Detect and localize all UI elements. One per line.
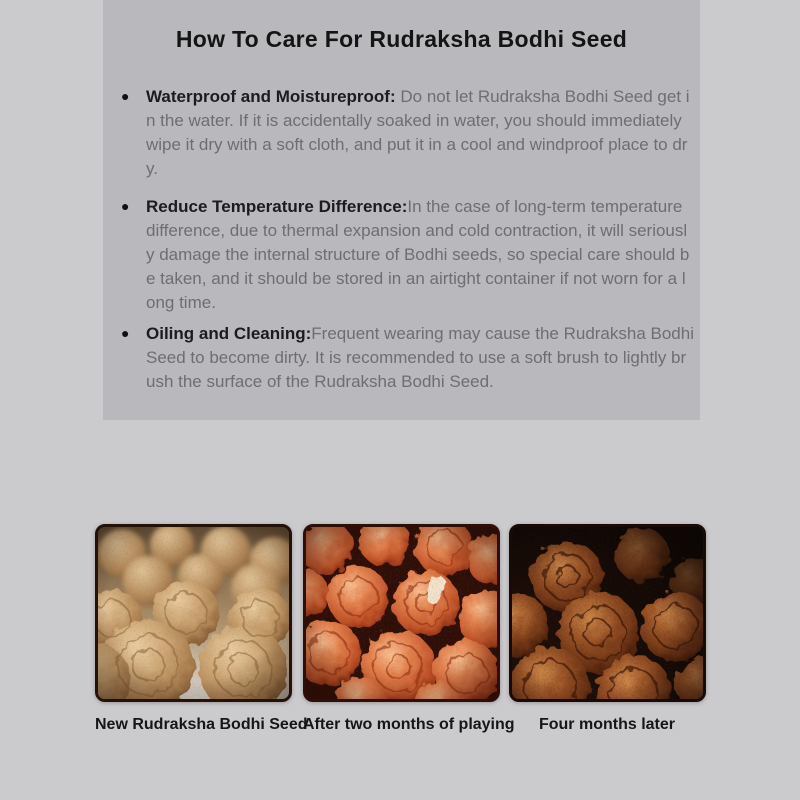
- bullet-icon: ●: [121, 325, 130, 341]
- care-instruction-text: Frequent wearing may cause the Rudraksha Bodhi Seed to become dirty. It is recommended to use a soft brush to lightly brush the surface of the Rudraksha Bodhi Seed.: [146, 324, 694, 391]
- bullet-icon: ●: [121, 88, 130, 104]
- care-instruction-label: Reduce Temperature Difference:: [146, 197, 408, 216]
- care-instruction-waterproof: [121, 85, 694, 181]
- care-instruction-cleaning: [121, 322, 694, 394]
- caption-new-seeds: New Rudraksha Bodhi Seed: [95, 716, 308, 733]
- page-title: How To Care For Rudraksha Bodhi Seed: [175, 26, 628, 52]
- caption-four-months: Four months later: [538, 716, 675, 733]
- care-instruction-text: In the case of long-term temperature difference, due to thermal expansion and cold contraction, it will seriously damage the internal structure of Bodhi seeds, so special care should be taken, and it should be stored in an airtight container if not worn for a long time.: [146, 197, 690, 312]
- photo-seeds-after-two-months: [303, 524, 500, 702]
- care-instructions-card: [103, 0, 700, 420]
- bullet-icon: ●: [121, 198, 130, 214]
- care-instruction-text: Do not let Rudraksha Bodhi Seed get in the water. If it is accidentally soaked in water, you should immediately wipe it dry with a soft cloth, and put it in a cool and windproof place to dry.: [146, 87, 690, 178]
- new-seeds-image: [98, 527, 289, 699]
- four-months-seeds-image: [512, 527, 703, 699]
- care-instruction-label: Oiling and Cleaning:: [146, 324, 312, 343]
- care-instructions-list: [121, 85, 694, 394]
- care-instruction-label: Waterproof and Moistureproof:: [146, 87, 401, 106]
- two-months-seeds-image: [306, 527, 497, 699]
- caption-two-months: After two months of playing: [303, 716, 515, 733]
- care-instruction-temperature: [121, 195, 694, 315]
- photo-seeds-four-months-later: [509, 524, 706, 702]
- photo-new-rudraksha-seeds: [95, 524, 292, 702]
